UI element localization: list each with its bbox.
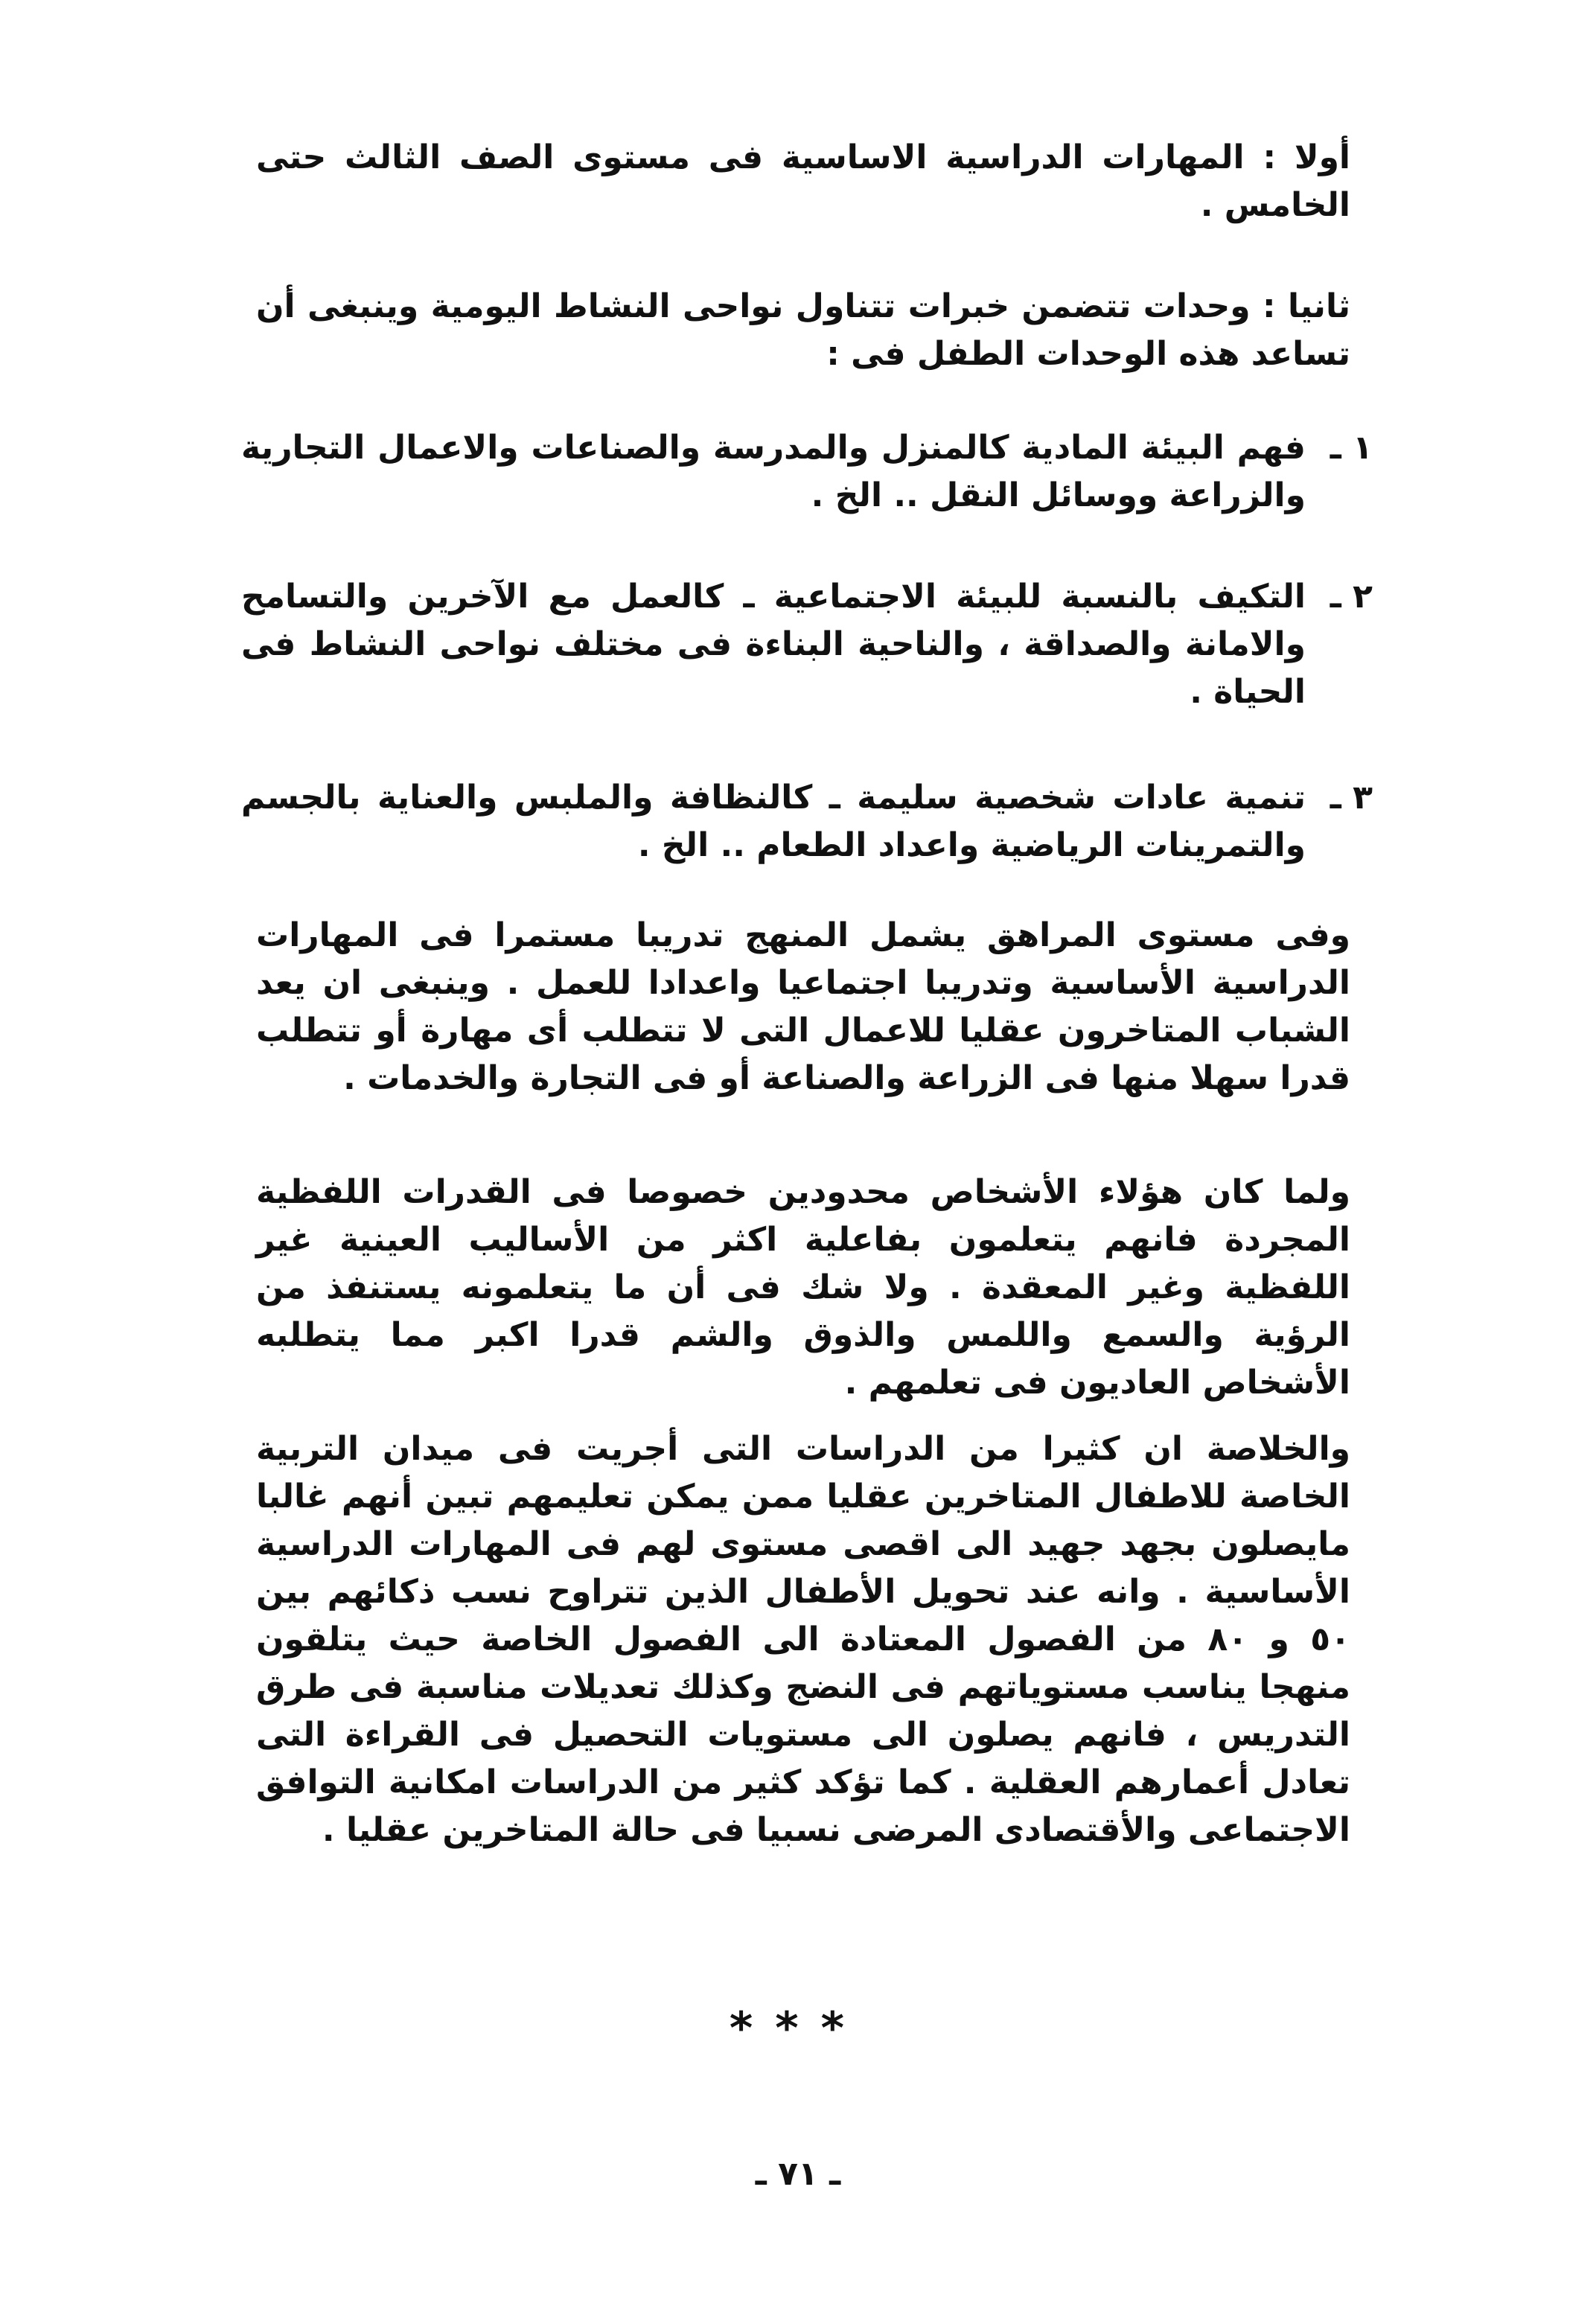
section-first-text: المهارات الدراسية الاساسية فى مستوى الصف الثالث حتى الخامس . bbox=[256, 138, 1350, 224]
list-item-number: ٢ ـ bbox=[1330, 578, 1373, 616]
paragraph-summary: والخلاصة ان كثيرا من الدراسات التى أجريت فى ميدان التربية الخاصة للاطفال المتاخرين عقليا ممن يمكن تعليمهم تبين أنهم غالبا مايصلون بجهد جهيد الى اقصى مستوى لهم فى المهارات الدراسية الأساسية . وانه عند تحويل الأطفال الذين تتراوح نسب ذكائهم بين ٥٠ و ٨٠ من الفصول المعتادة الى الفصول الخاصة حيث يتلقون منهجا يناسب مستوياتهم فى النضج وكذلك تعديلات مناسبة فى طرق التدريس ، فانهم يصلون الى مستويات التحصيل فى القراءة التى تعادل أعمارهم العقلية . كما تؤكد كثير من الدراسات امكانية التوافق الاجتماعى والأقتصادى المرضى نسبيا فى حالة المتاخرين عقليا . bbox=[256, 1430, 1350, 1849]
list-item-text: تنمية عادات شخصية سليمة ـ كالنظافة والملبس والعناية بالجسم والتمرينات الرياضية واعداد الطعام .. الخ . bbox=[241, 779, 1306, 864]
section-second bbox=[256, 283, 1350, 378]
list-item-text: التكيف بالنسبة للبيئة الاجتماعية ـ كالعمل مع الآخرين والتسامح والامانة والصداقة ، والناحية البناءة فى مختلف نواحى النشاط فى الحياة . bbox=[241, 578, 1306, 711]
list-item-3 bbox=[241, 774, 1373, 869]
section-separator: *** bbox=[729, 2002, 867, 2054]
list-item-1 bbox=[241, 424, 1373, 520]
page-number: ـ ٧١ ـ bbox=[755, 2155, 841, 2193]
section-second-text: وحدات تتضمن خبرات تتناول نواحى النشاط اليومية وينبغى أن تساعد هذه الوحدات الطفل فى : bbox=[256, 287, 1350, 373]
list-item-2 bbox=[241, 573, 1373, 716]
list-item-number: ١ ـ bbox=[1330, 429, 1373, 467]
list-item-text: فهم البيئة المادية كالمنزل والمدرسة والصناعات والاعمال التجارية والزراعة ووسائل النقل .. الخ . bbox=[241, 429, 1306, 514]
section-second-lead: ثانيا : bbox=[1262, 287, 1350, 325]
paragraph-abstract-abilities: ولما كان هؤلاء الأشخاص محدودين خصوصا فى القدرات اللفظية المجردة فانهم يتعلمون بفاعلية اكثر من الأساليب العينية غير اللفظية وغير المعقدة . ولا شك فى أن ما يتعلمونه يستنفذ من الرؤية والسمع واللمس والذوق والشم قدرا اكبر مما يتطلبه الأشخاص العاديون فى تعلمهم . bbox=[256, 1173, 1350, 1402]
paragraph-adolescent-level: وفى مستوى المراهق يشمل المنهج تدريبا مستمرا فى المهارات الدراسية الأساسية وتدريبا اجتماعيا واعدادا للعمل . وينبغى ان يعد الشباب المتاخرون عقليا للاعمال التى لا تتطلب أى مهارة أو تتطلب قدرا سهلا منها فى الزراعة والصناعة أو فى التجارة والخدمات . bbox=[256, 916, 1350, 1097]
section-first-lead: أولا : bbox=[1263, 138, 1351, 176]
section-first bbox=[256, 134, 1350, 229]
list-item-number: ٣ ـ bbox=[1330, 779, 1373, 817]
